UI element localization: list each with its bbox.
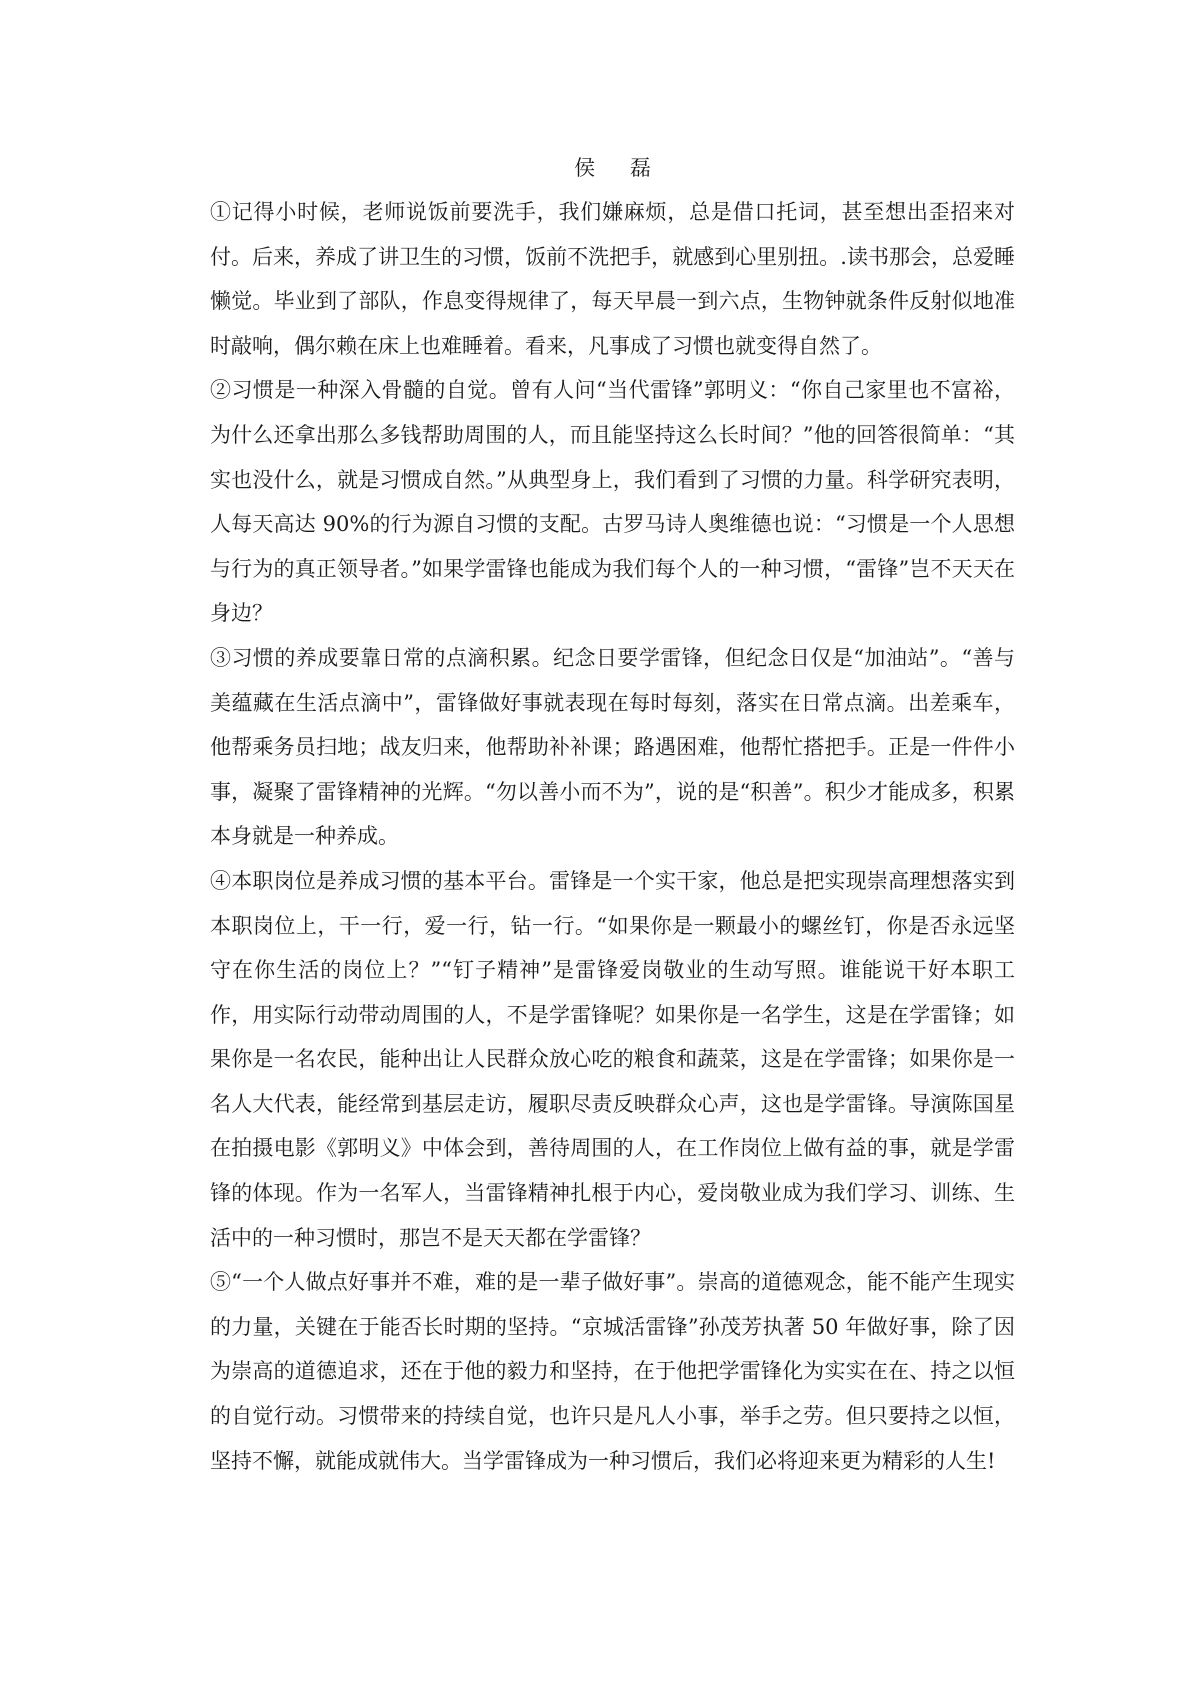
- author-name: 侯 磊: [574, 156, 665, 180]
- paragraph-4: ④本职岗位是养成习惯的基本平台。雷锋是一个实干家，他总是把实现崇高理想落实到本职岗位上，干一行，爱一行，钻一行。“如果你是一颗最小的螺丝钉，你是否永远坚守在你生活的岗位上？”“钉子精神”是雷锋爱岗敬业的生动写照。谁能说干好本职工作，用实际行动带动周围的人，不是学雷锋呢？如果你是一名学生，这是在学雷锋；如果你是一名农民，能种出让人民群众放心吃的粮食和蔬菜，这是在学雷锋；如果你是一名人大代表，能经常到基层走访，履职尽责反映群众心声，这也是学雷锋。导演陈国星在拍摄电影《郭明义》中体会到，善待周围的人，在工作岗位上做有益的事，就是学雷锋的体现。作为一名军人，当雷锋精神扎根于内心，爱岗敬业成为我们学习、训练、生活中的一种习惯时，那岂不是天天都在学雷锋？: [210, 868, 1015, 1250]
- paragraph-1: ①记得小时候，老师说饭前要洗手，我们嫌麻烦，总是借口托词，甚至想出歪招来对付。后来，养成了讲卫生的习惯，饭前不洗把手，就感到心里别扭。.读书那会，总爱睡懒觉。毕业到了部队，作息变得规律了，每天早晨一到六点，生物钟就条件反射似地准时敲响，偶尔赖在床上也难睡着。看来，凡事成了习惯也就变得自然了。: [210, 200, 1015, 358]
- paragraph-3: ③习惯的养成要靠日常的点滴积累。纪念日要学雷锋，但纪念日仅是“加油站”。“善与美蕴藏在生活点滴中”，雷锋做好事就表现在每时每刻，落实在日常点滴。出差乘车，他帮乘务员扫地；战友归来，他帮助补补课；路遇困难，他帮忙搭把手。正是一件件小事，凝聚了雷锋精神的光辉。“勿以善小而不为”，说的是“积善”。积少才能成多，积累本身就是一种养成。: [210, 645, 1015, 849]
- paragraph-5: ⑤“一个人做点好事并不难，难的是一辈子做好事”。崇高的道德观念，能不能产生现实的力量，关键在于能否长时期的坚持。“京城活雷锋”孙茂芳执著 50 年做好事，除了因为崇高的道德追求，还在于他的毅力和坚持，在于他把学雷锋化为实实在在、持之以恒的自觉行动。习惯带来的持续自觉，也许只是凡人小事，举手之劳。但只要持之以恒，坚持不懈，就能成就伟大。当学雷锋成为一种习惯后，我们必将迎来更为精彩的人生!: [210, 1270, 1015, 1473]
- paragraph-2: ②习惯是一种深入骨髓的自觉。曾有人问“当代雷锋”郭明义：“你自己家里也不富裕，为什么还拿出那么多钱帮助周围的人，而且能坚持这么长时间？”他的回答很简单：“其实也没什么，就是习惯成自然。”从典型身上，我们看到了习惯的力量。科学研究表明，人每天高达 90%的行为源自习惯的支配。古罗马诗人奥维德也说：“习惯是一个人思想与行为的真正领导者。”如果学雷锋也能成为我们每个人的一种习惯，“雷锋”岂不天天在身边？: [210, 378, 1015, 626]
- document-page: [210, 150, 1015, 1483]
